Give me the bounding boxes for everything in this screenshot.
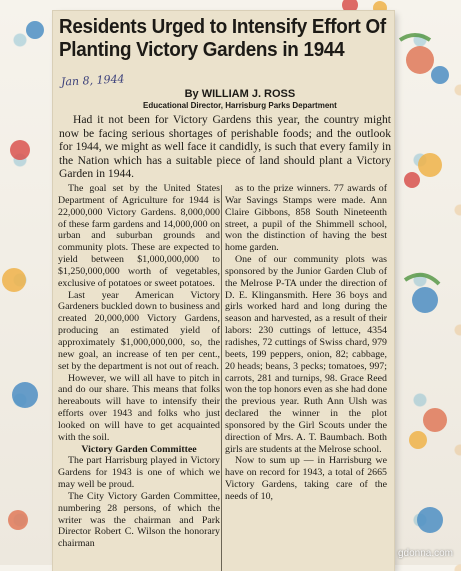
handwritten-date: Jan 8, 1944 (60, 72, 125, 89)
watermark: gdonna.com (397, 548, 453, 559)
paragraph: One of our community plots was sponsored by the Junior Garden Club of the Melrose P-TA under the direction of D. E. Klingansmith. Here 36 boys and girls worked hard and long during the season and harvested, as a result of their labors: 230 cuttings of lettuce, 4354 radishes, 72 cuttings of Swiss chard, 979 beets, 199 peppers, onion, 82; cabbage, 20 heads; beans, 3 pecks; tomatoes, 997; carrots, 281 and turnips, 98. Grace Reed won the top honors even as she had done the previous year. Ruth Ann Ulsh was declared the winner in the plot sponsored by the Girl Scouts under the direction of Mrs. A. T. Baumbach. Both girls are students at the Melrose school. (225, 254, 387, 455)
paragraph: The part Harrisburg played in Victory Gardens for 1943 is one of which we may well be proud. (58, 455, 220, 491)
paragraph: Now to sum up — in Harrisburg we have on record for 1943, a total of 2665 Victory Gardens, taking care of the needs of 10, (225, 455, 387, 502)
paragraph: Last year American Victory Gardeners buckled down to business and created 20,000,000 Victory Gardens, producing an estimated yield of approximately $1,000,000,000, so, the new goal, an increase of ten per cent., set by the department is not out of reach. (58, 289, 220, 372)
column-right (225, 183, 387, 503)
lead-paragraph: Had it not been for Victory Gardens this year, the country might now be facing serious shortages of perishable foods; and the outlook for 1944, we might as well face it candidly, is such that every family in the Nation which has a suitable piece of land should plant a Victory Garden in 1944. (59, 113, 391, 181)
subheading: Victory Garden Committee (81, 443, 197, 455)
byline (143, 88, 337, 112)
headline: Residents Urged to Intensify Effort Of Planting Victory Gardens in 1944 (59, 15, 386, 61)
author-title: Educational Director, Harrisburg Parks Department (143, 101, 337, 110)
column-left (58, 183, 220, 550)
column-divider (221, 185, 222, 571)
paragraph: as to the prize winners. 77 awards of War Savings Stamps were made. Ann Claire Gibbons, 858 South Nineteenth street, a pupil of the Shimmell school, won the distinction of having the best home garden. (225, 183, 387, 254)
author: By WILLIAM J. ROSS (184, 88, 296, 100)
newspaper-clipping (53, 11, 394, 571)
paragraph: However, we will all have to pitch in and do our share. This means that folks hereabouts will have to intensify their efforts over 1943 and folks who just looked on will have to get acquainted with the soil. (58, 372, 220, 443)
paragraph: The City Victory Garden Committee, numbering 28 persons, of which the writer was the chairman and Park Director Robert C. Wilson the honorary chairman (58, 490, 220, 550)
paragraph: The goal set by the United States Department of Agriculture for 1944 is 22,000,000 Victory Gardens. 8,000,000 of these farm gardens and 14,000,000 on urban and suburban grounds and community plots. These are expected to yield between $1,000,000,000 to $1,250,000,000 worth of vegetables, exclusive of potatoes or sweet potatoes. (58, 183, 220, 289)
